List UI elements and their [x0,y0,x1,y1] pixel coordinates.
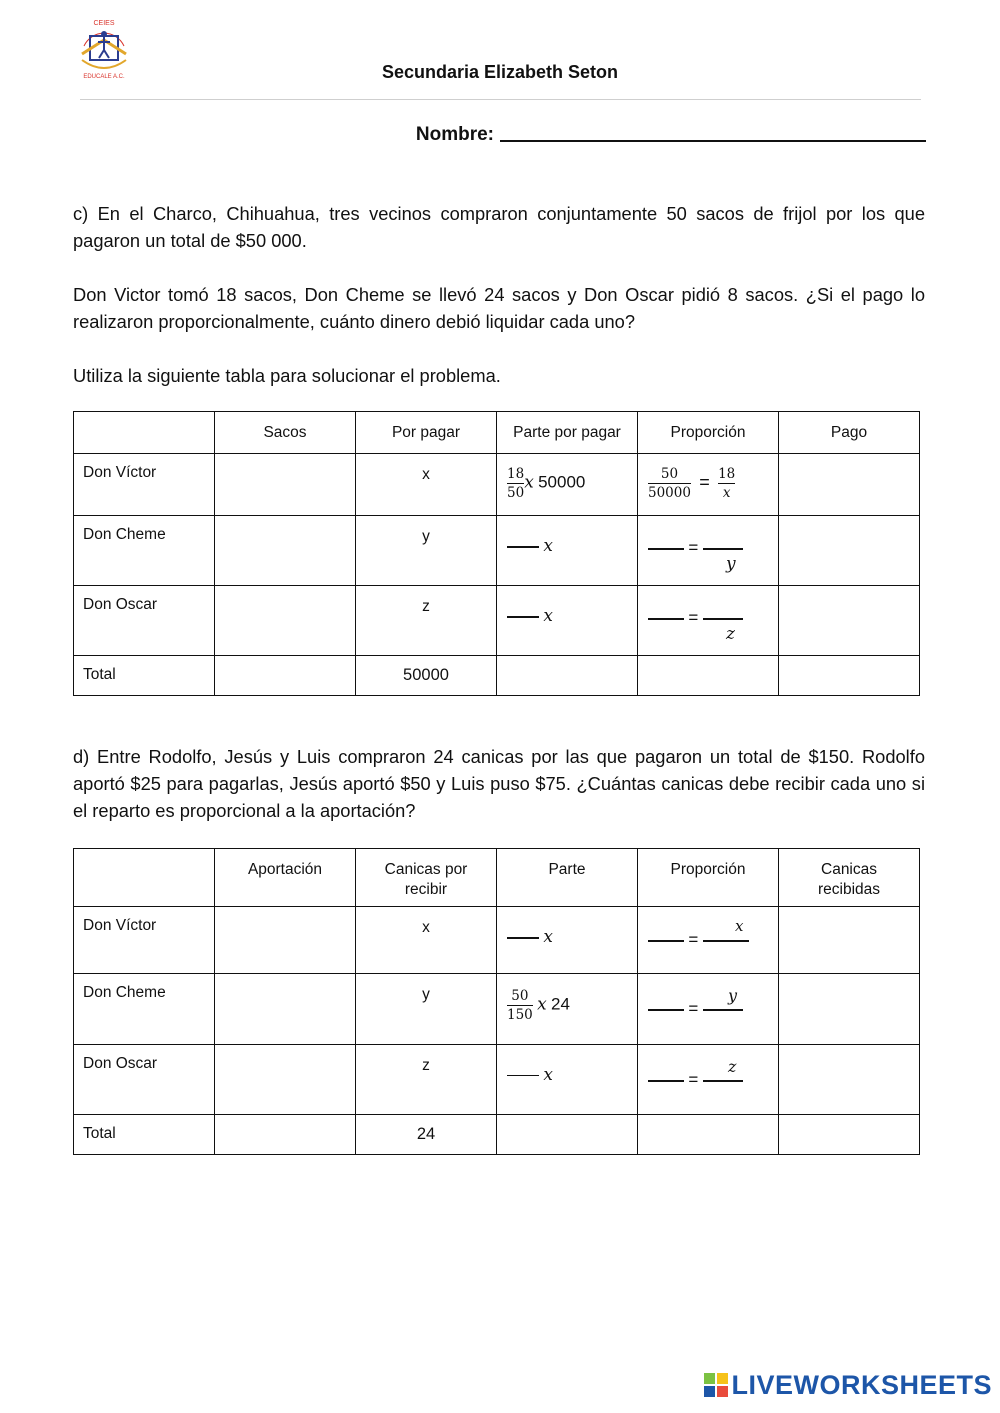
parte-cell[interactable] [497,1045,638,1115]
pago-cell[interactable] [779,516,920,586]
table-c-header-pago: Pago [779,412,920,454]
sacos-cell[interactable] [215,516,356,586]
variable-cell: y [356,974,497,1045]
table-c-header-proporcion: Proporción [638,412,779,454]
pago-cell[interactable] [779,586,920,656]
proporcion-total-cell[interactable] [638,656,779,696]
pago-cell[interactable] [779,454,920,516]
table-d-header-proporcion: Proporción [638,849,779,907]
table-d-header-aportacion: Aportación [215,849,356,907]
problem-c-details: Don Victor tomó 18 sacos, Don Cheme se llevó 24 sacos y Don Oscar pidió 8 sacos. ¿Si el pago lo realizaron proporcionalmente, cuánto dinero debió liquidar cada uno? [73,284,925,332]
name-label: Nombre: [415,124,494,145]
table-d [73,848,920,1155]
fraction-denominator: 150 [507,1007,533,1023]
logo-text-bottom: EDUCALE A.C. [83,74,125,80]
canicas-recibidas-cell[interactable] [779,1045,920,1115]
variable-cell: x [356,907,497,974]
times-var: 𝑥 [543,1065,553,1085]
proporcion-cell[interactable] [638,516,779,586]
canicas-total-cell[interactable] [779,1115,920,1155]
row-label: Don Víctor [74,907,215,974]
equals-sign: = [688,538,699,557]
pago-total-cell[interactable] [779,656,920,696]
aportacion-cell[interactable] [215,907,356,974]
table-d-header-canicas-recibidas: Canicas recibidas [779,849,920,907]
times-var: 𝑥 [543,606,553,626]
equals-sign: = [699,471,710,492]
fraction-numerator: 18 [718,466,736,482]
proporcion-total-cell[interactable] [638,1115,779,1155]
aportacion-total-cell[interactable] [215,1115,356,1155]
table-c [73,411,920,696]
fraction-numerator: 18 [507,466,525,482]
parte-cell[interactable] [497,907,638,974]
table-row [74,1115,920,1155]
name-blank-line[interactable] [500,120,926,142]
total-label: Total [74,656,215,696]
table-row [74,1045,920,1115]
equals-sign: = [688,999,699,1018]
table-row [74,454,920,516]
header-divider [80,99,921,100]
problem-d-statement: d) Entre Rodolfo, Jesús y Luis compraron 24 canicas por las que pagaron un total de $150. Rodolfo aportó $25 para pagarlas, Jesús aportó $50 y Luis puso $75. ¿Cuántas canicas debe recibir cada uno si el reparto es proporcional a la aportación? [73,746,925,821]
equals-sign: = [688,930,699,949]
fraction-denominator: 𝑦 [726,554,736,574]
problem-c-statement: c) En el Charco, Chihuahua, tres vecinos compraron conjuntamente 50 sacos de frijol por los que pagaron un total de $50 000. [73,203,925,251]
table-c-header-sacos: Sacos [215,412,356,454]
fraction-denominator: 𝑧 [726,624,735,644]
fraction-numerator: 50 [511,988,529,1004]
parte-cell[interactable] [497,586,638,656]
watermark-text: LIVEWORKSHEETS [731,1370,992,1400]
table-c-header-por-pagar: Por pagar [356,412,497,454]
problem-c-instruction: Utiliza la siguiente tabla para solucionar el problema. [73,365,501,386]
equals-sign: = [688,1070,699,1089]
proporcion-cell[interactable] [638,974,779,1045]
variable-cell: y [356,516,497,586]
fraction-numerator: 𝑥 [735,917,744,935]
aportacion-cell[interactable] [215,974,356,1045]
amount: 50000 [538,472,586,492]
total-value: 24 [356,1115,497,1155]
canicas-recibidas-cell[interactable] [779,974,920,1045]
row-label: Don Oscar [74,1045,215,1115]
fraction-numerator: 50 [660,466,679,482]
times-var: 𝑥 [543,536,553,556]
sacos-total-cell[interactable] [215,656,356,696]
table-c-header-parte: Parte por pagar [497,412,638,454]
times-var: 𝑥 [537,994,547,1015]
amount: 24 [551,994,570,1014]
variable-cell: z [356,586,497,656]
school-title: Secundaria Elizabeth Seton [381,62,619,82]
fraction-denominator: 50000 [648,485,691,501]
proporcion-cell[interactable] [638,1045,779,1115]
row-label: Don Cheme [74,974,215,1045]
liveworksheets-logo-icon [704,1373,728,1397]
name-row [416,120,926,146]
total-value: 50000 [356,656,497,696]
parte-cell[interactable] [497,516,638,586]
times-var: 𝑥 [524,472,534,493]
proporcion-cell[interactable] [638,586,779,656]
liveworksheets-watermark [704,1370,992,1401]
table-row [74,656,920,696]
times-var: 𝑥 [543,927,553,947]
table-d-header-corner [74,849,215,907]
variable-cell: x [356,454,497,516]
table-c-header-corner [74,412,215,454]
variable-cell: z [356,1045,497,1115]
table-row [74,907,920,974]
sacos-cell[interactable] [215,454,356,516]
fraction-numerator: 𝑧 [728,1057,737,1076]
canicas-recibidas-cell[interactable] [779,907,920,974]
aportacion-cell[interactable] [215,1045,356,1115]
parte-total-cell[interactable] [497,656,638,696]
fraction-denominator: 50 [507,485,525,501]
fraction-denominator: 𝑥 [722,485,731,501]
row-label: Don Víctor [74,454,215,516]
proporcion-cell[interactable] [638,907,779,974]
table-d-header-parte: Parte [497,849,638,907]
table-d-header-canicas-por-recibir: Canicas por recibir [356,849,497,907]
parte-total-cell[interactable] [497,1115,638,1155]
table-row [74,974,920,1045]
proporcion-cell[interactable] [638,454,779,516]
row-label: Don Cheme [74,516,215,586]
table-row [74,516,920,586]
equals-sign: = [688,608,699,627]
parte-cell[interactable] [497,974,638,1045]
logo-text-top: CEIES [93,20,115,27]
fraction-numerator: 𝑦 [728,986,738,1005]
table-row [74,586,920,656]
parte-cell[interactable] [497,454,638,516]
row-label: Don Oscar [74,586,215,656]
sacos-cell[interactable] [215,586,356,656]
total-label: Total [74,1115,215,1155]
